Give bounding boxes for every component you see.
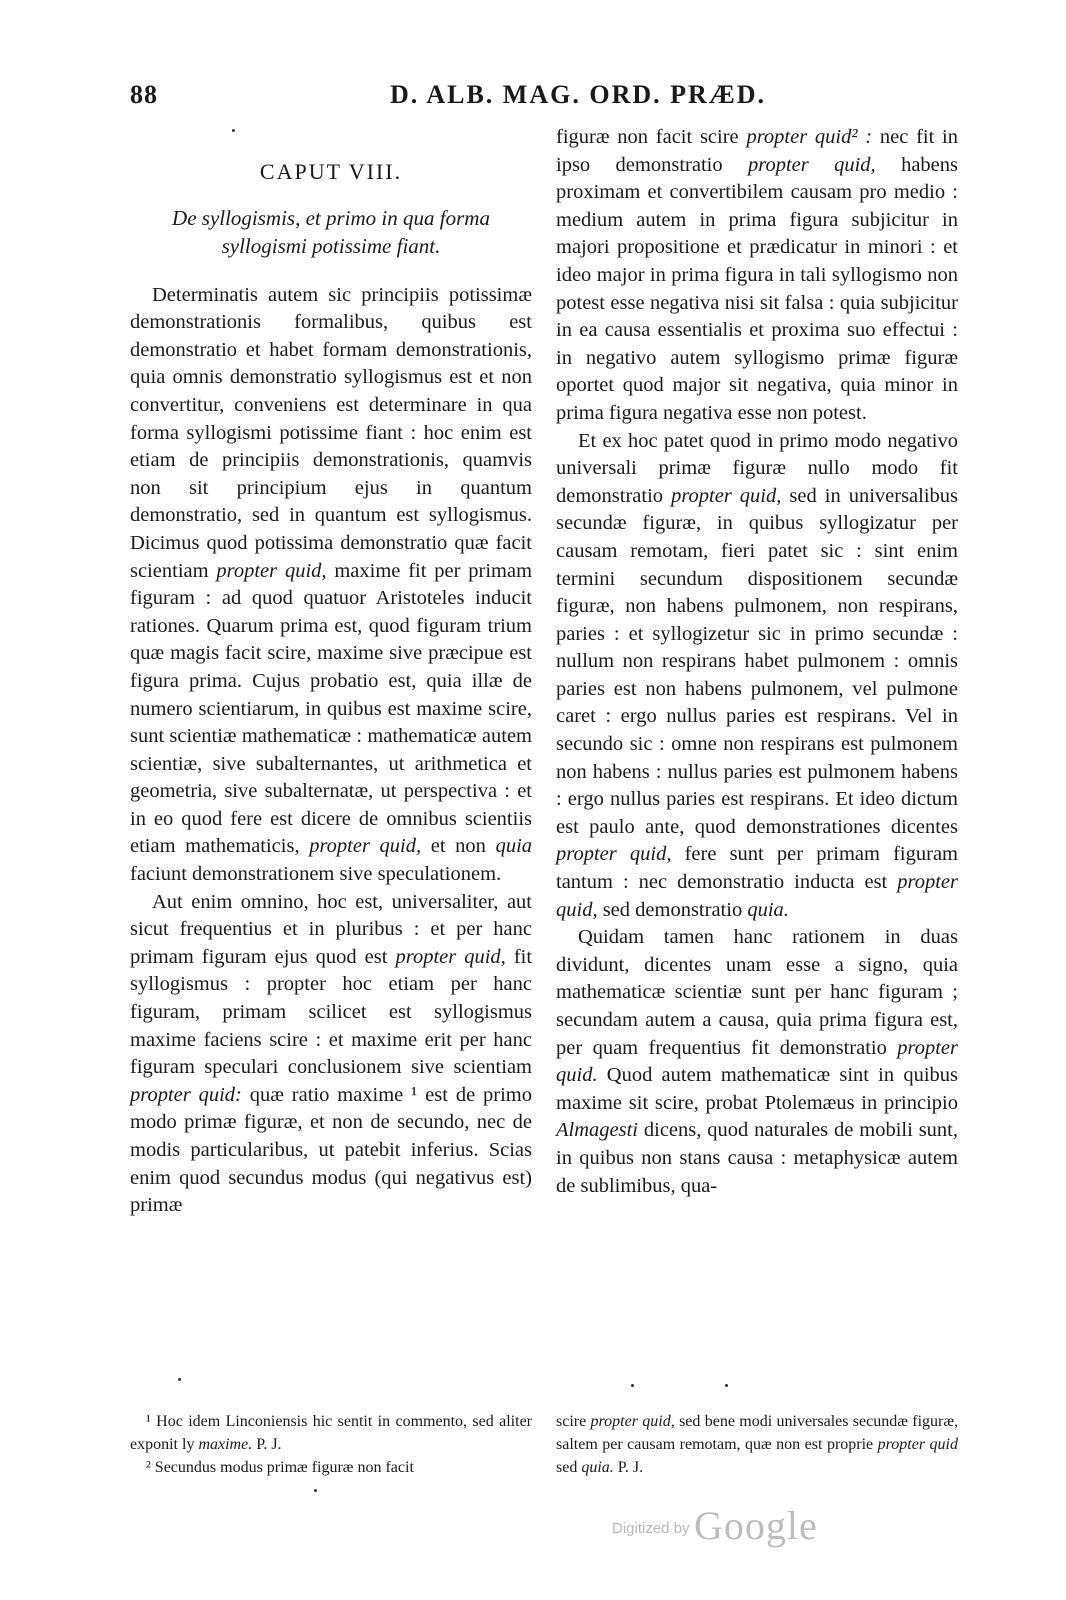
italic-phrase: propter quid, <box>671 484 782 507</box>
left-column <box>130 124 532 1220</box>
footnote <box>130 1456 532 1479</box>
chapter-title: CAPUT VIII. <box>259 159 403 184</box>
paragraph <box>130 282 532 889</box>
text-run: dicens, quod naturales de mobili sunt, in quibus non stans causa : metaphysicæ autem de sublimibus, qua- <box>556 1119 958 1197</box>
text-run: Quidam tamen hanc rationem in duas dividunt, dicentes unam esse a signo, quia mathematicæ scientiæ sunt per hanc figuram ; secundam autem a causa, quia prima figura est, per quam frequentius fit demonstratio <box>556 926 958 1059</box>
text-run: Et ex hoc patet quod in primo modo negativo universali primæ figuræ nullo modo fit demonstratio <box>556 429 958 507</box>
italic-phrase: quia. <box>581 1459 614 1476</box>
text-run: et non <box>430 835 486 858</box>
text-run: Aut enim omnino, hoc est, universaliter, aut sicut frequentius et in pluribus : et per hanc primam figuram ejus quod est <box>130 890 532 968</box>
text-run: Determinatis autem sic principiis potissimæ demonstrationis formalibus, quibus est demonstratio et habet formam demonstrationis, quia omnis demonstratio syllogismus est et non convertitur, conveniens est determinare in qua forma syllogismi potissime fiant : hoc enim est etiam de principiis demonstrationis, quamvis non sit principium ejus in quantum demonstratio, sed in quantum est syllogismus. Dicimus quod potissima demonstratio quæ facit scientiam <box>130 283 532 582</box>
text-run: P. J. <box>256 1436 282 1453</box>
italic-phrase: Almagesti <box>556 1119 638 1142</box>
text-run: ² Secundus modus primæ figuræ non facit <box>146 1459 414 1476</box>
text-run: nec fit in ipso demonstratio <box>556 126 958 176</box>
footnote-continuation <box>556 1410 958 1479</box>
italic-phrase: propter quid² : <box>746 126 873 148</box>
paragraph <box>556 428 958 925</box>
footnotes-left <box>130 1410 532 1479</box>
italic-phrase: propter quid, <box>556 871 959 921</box>
print-speck <box>232 129 235 132</box>
running-header <box>130 80 960 114</box>
footnotes-right <box>556 1410 958 1479</box>
text-run: sed bene modi universales secundæ figuræ, saltem per causam remotam, quæ non est proprie <box>556 1413 959 1453</box>
running-title: D. ALB. MAG. ORD. PRÆD. <box>390 80 767 109</box>
chapter-subtitle: De syllogismis, et primo in qua forma syllogismi potissime fiant. <box>172 205 490 258</box>
print-speck <box>725 1384 728 1387</box>
italic-phrase: propter quid, <box>747 153 876 176</box>
italic-phrase: propter quid. <box>556 1036 959 1087</box>
italic-phrase: propter quid, <box>590 1413 675 1430</box>
print-speck <box>178 1378 181 1381</box>
text-run: maxime fit per primam figuram : ad quod quatuor Aristoteles inducit rationes. Quarum prima est, quod figuram trium quæ magis facit scire, maxime sive præcipue est figura prima. Cujus probatio est, quia illæ de numero scientiarum, in quibus est maxime scire, sunt scientiæ mathematicæ : mathematicæ autem scientiæ, sive subalternantes, ut arithmetica et geometria, sive subalternatæ, ut perspectiva : et in eo quod fere est dicere de omnibus scientiis etiam mathematicis, <box>130 559 533 858</box>
paragraph <box>556 124 958 428</box>
text-run: figuræ non facit scire <box>556 126 739 148</box>
italic-phrase: maxime. <box>198 1436 253 1453</box>
digitized-watermark <box>612 1502 818 1549</box>
italic-phrase: propter quid, <box>556 843 672 866</box>
italic-phrase: quia. <box>747 898 789 921</box>
text-run: fere sunt per primam figuram tantum : nec demonstratio inducta est <box>556 843 959 894</box>
text-run: quæ ratio maxime ¹ est de primo modo primæ figuræ, et non de secundo, nec de modis particularibus, ut patebit inferius. Scias enim quod secundus modus (qui negativus est) primæ <box>130 1083 533 1217</box>
paragraph <box>130 889 532 1220</box>
italic-phrase: propter quid: <box>130 1083 242 1106</box>
italic-phrase: propter quid, <box>309 835 422 858</box>
text-run: habens proximam et convertibilem causam pro medio : medium autem in prima figura subjicitur in majori propositione et prædicatur in minori : et ideo major in prima figura in tali syllogismo non potest esse negativa nisi sit falsa : quia subjicitur in ea causa essentialis et proxima suo effectui : in negativo autem syllogismo primæ figuræ oportet quod major sit negativa, quia minor in prima figura negativa esse non potest. <box>556 153 959 424</box>
text-run: sed <box>556 1459 578 1476</box>
digitized-by-label: Digitized by <box>612 1520 690 1537</box>
print-speck <box>631 1384 634 1387</box>
text-run: faciunt demonstrationem sive speculationem. <box>130 863 502 886</box>
right-column <box>556 124 958 1200</box>
italic-phrase: propter quid <box>877 1436 959 1453</box>
footnote <box>130 1410 532 1456</box>
print-speck <box>314 1489 317 1492</box>
text-run: P. J. <box>617 1459 644 1476</box>
italic-phrase: quia <box>495 835 533 858</box>
text-run: sed demonstratio <box>602 898 743 921</box>
text-run: Quod autem mathematicæ sint in quibus maxime sit scire, probat Ptolemæus in principio <box>556 1064 959 1114</box>
paragraph <box>556 924 958 1200</box>
text-run: ¹ Hoc idem Linconiensis hic sentit in commento, sed aliter exponit ly <box>130 1413 532 1453</box>
text-run: fit syllogismus : propter hoc etiam per hanc figuram, primam scilicet est syllogismus maxime faciens scire : et maxime erit per hanc figuram speculari conclusionem sive scientiam <box>130 945 533 1079</box>
text-run: sed in universalibus secundæ figuræ, in quibus syllogizatur per causam remotam, fieri patet sic : sint enim termini secundum dispositionem secundæ figuræ, non habens pulmonem, non respirans, paries : et syllogizetur sic in primo secundæ : nullum non respirans habet pulmonem : omnis paries est non habens pulmonem, vel pulmone caret : ergo nullus paries est respirans. Vel in secundo sic : omne non respirans est pulmonem non habens : nullus paries est pulmonem habens : ergo nullus paries est respirans. Et ideo dictum est paulo ante, quod demonstrationes dicentes <box>556 484 959 838</box>
google-logo: Google <box>694 1503 818 1548</box>
page-number: 88 <box>130 80 158 109</box>
text-run: scire <box>556 1413 587 1430</box>
italic-phrase: propter quid, <box>216 559 327 582</box>
italic-phrase: propter quid, <box>395 945 506 968</box>
